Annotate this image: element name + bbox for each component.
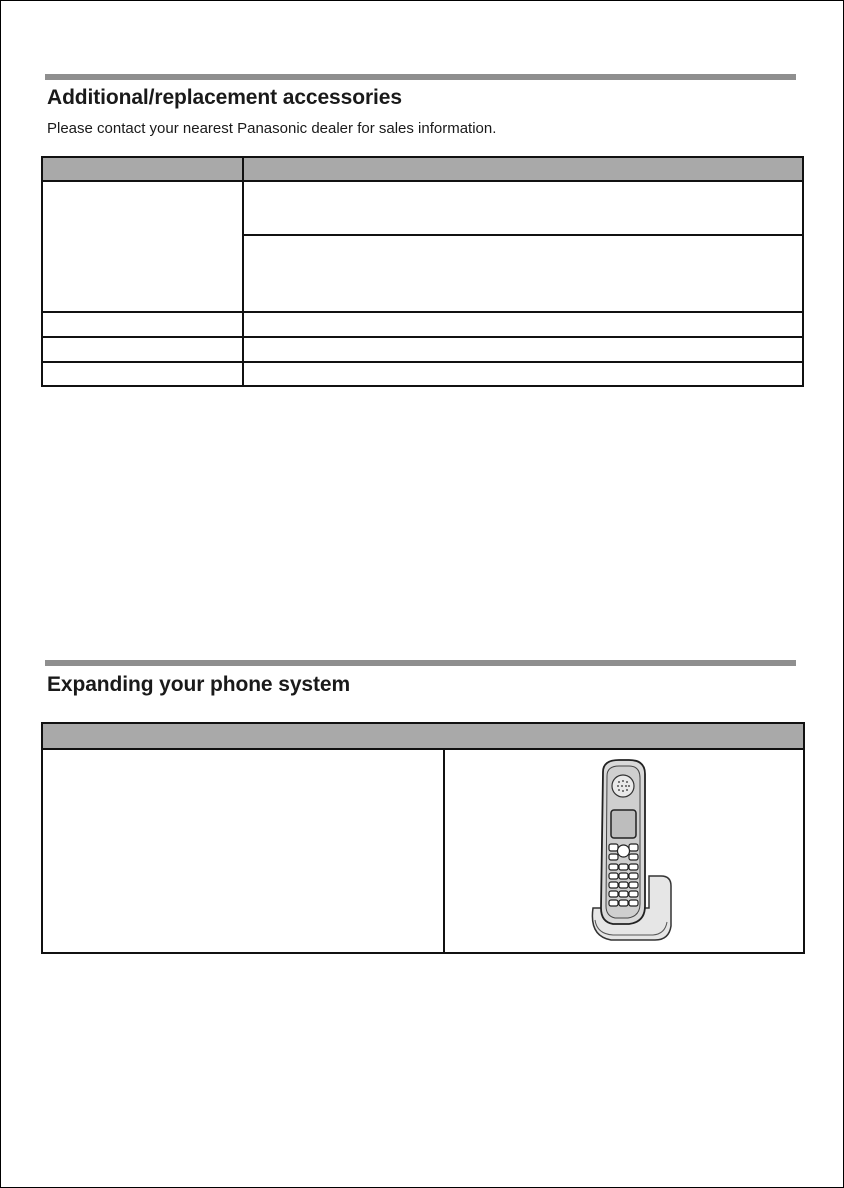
table-header-row xyxy=(43,724,803,750)
cordless-handset-icon xyxy=(585,758,681,942)
table-row xyxy=(43,313,802,336)
table-cell xyxy=(445,750,803,952)
table-row xyxy=(43,363,802,385)
expansion-table xyxy=(41,722,805,954)
section-rule xyxy=(45,74,796,80)
intro-text: Please contact your nearest Panasonic dealer for sales information. xyxy=(47,120,497,137)
table-header-row xyxy=(43,158,802,182)
accessories-table xyxy=(41,156,804,387)
section-title-accessories: Additional/replacement accessories xyxy=(47,86,402,109)
section-rule xyxy=(45,660,796,666)
table-cell xyxy=(43,750,443,952)
table-row xyxy=(43,182,802,311)
section-title-expanding: Expanding your phone system xyxy=(47,673,351,696)
table-row xyxy=(43,338,802,361)
